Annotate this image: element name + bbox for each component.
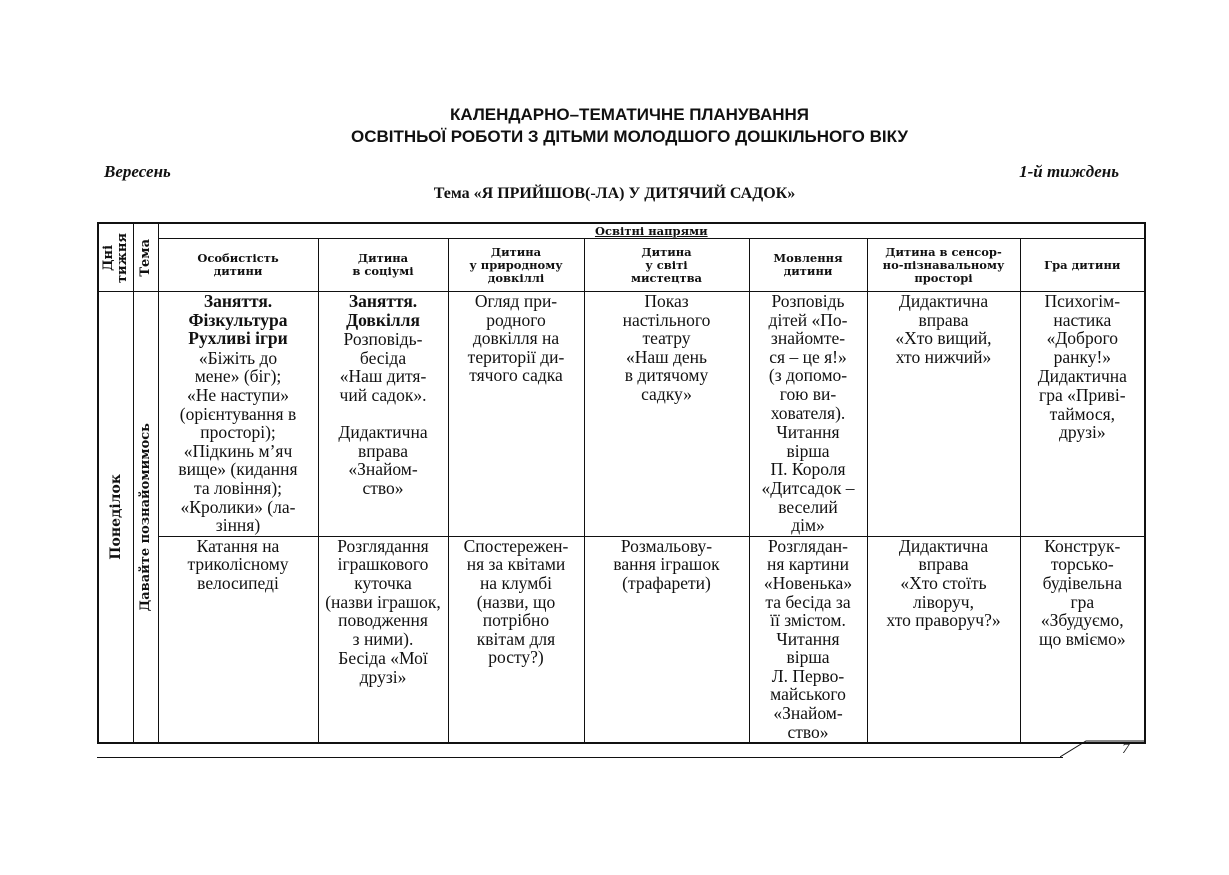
activity-text: Читання вірша П. Короля «Дитсадок – веселий дім» [761, 422, 855, 536]
activity-text: Розповідь- бесіда «Наш дитя- чий садок». Дидактична вправа «Знайом- ство» [338, 329, 428, 498]
activity-text: Заняття. Фізкультура Рухливі ігри [188, 291, 288, 349]
activity-text: Розповідь дітей «По- знайомте- ся – це я!» (з допомо- гою ви- хователя). [768, 291, 848, 423]
column-header: Гра дитини [1020, 239, 1145, 292]
day-cell [98, 292, 133, 744]
activity-cell [749, 536, 867, 743]
activity-cell [448, 292, 584, 537]
activity-cell [158, 536, 318, 743]
topic-text: Давайте познайомимось [137, 422, 153, 612]
activity-text: Дидактична гра «Приві- таймося, друзі» [1037, 366, 1127, 443]
theme-heading: Тема «Я ПРИЙШОВ(-ЛА) У ДИТЯЧИЙ САДОК» [433, 185, 796, 202]
activity-cell [448, 536, 584, 743]
activity-cell [867, 292, 1020, 537]
page-number: 7 [1122, 741, 1130, 757]
activity-cell [158, 292, 318, 537]
footer-rule [97, 757, 1063, 758]
days-header [98, 223, 133, 292]
column-header: Дитина у природному довкіллі [448, 239, 584, 292]
activity-text: Бесіда «Мої друзі» [338, 648, 428, 687]
title-line-2: ОСВІТНЬОЇ РОБОТИ З ДІТЬМИ МОЛОДШОГО ДОШКІЛЬНОГО ВІКУ [351, 127, 908, 146]
column-header: Дитина в сенсор- но-пізнавальному просторі [867, 239, 1020, 292]
activity-text: Конструк- торсько- будівельна гра «Збудуємо, що вміємо» [1039, 535, 1126, 649]
theme-header-text: Тема [137, 238, 153, 277]
activity-text: Дидактична вправа «Хто вищий, хто нижчий» [895, 291, 992, 367]
activity-cell [318, 536, 448, 743]
activity-cell [584, 292, 749, 537]
activity-text: Дидактична вправа «Хто стоїть ліворуч, хто праворуч?» [886, 535, 1001, 631]
activity-text: Показ настільного театру «Наш день в дитячому садку» [622, 291, 711, 404]
topic-cell [133, 292, 158, 744]
week-label: 1-й тиждень [1019, 162, 1119, 181]
activity-cell [584, 536, 749, 743]
days-header-text: Дні тижня [100, 232, 130, 283]
activity-text: «Біжіть до мене» (біг); «Не наступи» (орієнтування в просторі); «Підкинь м’яч вище» (кидання та ловіння); «Кролики» (ла- зіння) [178, 347, 298, 536]
page-title [0, 104, 1229, 148]
title-line-1: КАЛЕНДАРНО–ТЕМАТИЧНЕ ПЛАНУВАННЯ [449, 105, 810, 124]
activity-text: Психогім- настика «Доброго ранку!» [1044, 291, 1121, 367]
activity-cell [1020, 536, 1145, 743]
theme-header [133, 223, 158, 292]
directions-header [158, 223, 1145, 239]
activity-cell [749, 292, 867, 537]
activity-text: Розглядан- ня картини «Новенька» та бесіда за її змістом. Читання вірша Л. Перво- майського «Знайом- ство» [763, 535, 853, 742]
activity-text: Розмальову- вання іграшок (трафарети) [613, 535, 720, 593]
activity-text: Катання на триколісному велосипеді [187, 535, 289, 593]
activity-cell [1020, 292, 1145, 537]
activity-text: Спостережен- ня за квітами на клумбі (назви, що потрібно квітам для росту?) [463, 535, 569, 668]
directions-header-text: Освітні напрями [594, 223, 708, 238]
column-header: Мовлення дитини [749, 239, 867, 292]
activity-text: Заняття. Довкілля [346, 291, 420, 330]
activity-text: Розглядання іграшкового куточка (назви іграшок, поводження з ними). [325, 535, 441, 649]
month-label: Вересень [104, 162, 171, 181]
footer-decoration [1060, 739, 1146, 759]
planning-table [97, 222, 1146, 744]
column-header: Дитина в соціумі [318, 239, 448, 292]
activity-text: Огляд при- родного довкілля на території ди- тячого садка [467, 291, 565, 386]
column-header: Дитина у світі мистецтва [584, 239, 749, 292]
activity-cell [867, 536, 1020, 743]
column-header: Особистість дитини [158, 239, 318, 292]
activity-cell [318, 292, 448, 537]
day-text: Понеділок [107, 474, 124, 560]
